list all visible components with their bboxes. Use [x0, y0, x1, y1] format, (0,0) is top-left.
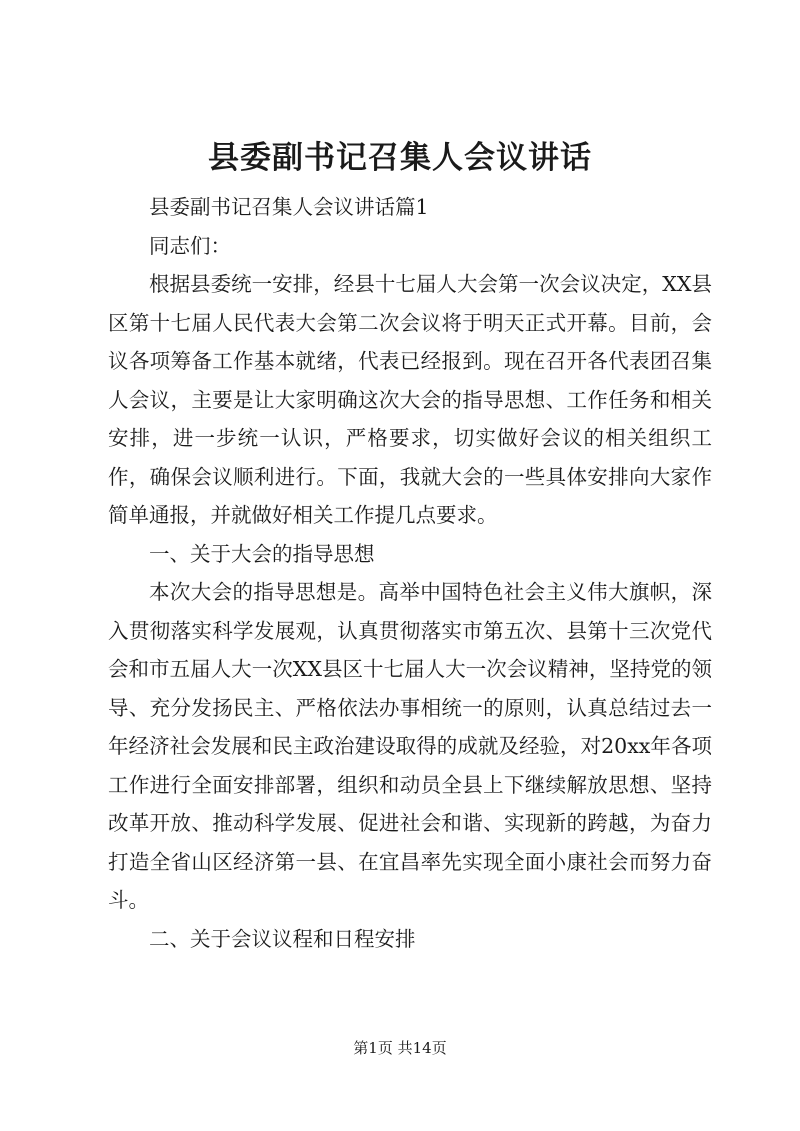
section-heading: 一、关于大会的指导思想 [149, 541, 375, 566]
document-title: 县委副书记召集人会议讲话 [208, 140, 592, 176]
document-body [108, 188, 712, 958]
salutation-paragraph: 同志们： [149, 233, 231, 258]
page-number-footer: 第1页 共14页 [353, 1039, 447, 1057]
body-paragraph: 根据县委统一安排，经县十七届人大会第一次会议决定，XX县区第十七届人民代表大会第二次会议将于明天正式开幕。目前，会议各项筹备工作基本就绪，代表已经报到。现在召开各代表团召集人会议，主要是让大家明确这次大会的指导思想、工作任务和相关安排，进一步统一认识，严格要求，切实做好会议的相关组织工作，确保会议顺利进行。下面，我就大会的一些具体安排向大家作简单通报，并就做好相关工作提几点要求。 [108, 272, 712, 527]
subtitle-paragraph: 县委副书记召集人会议讲话篇1 [149, 195, 429, 219]
body-paragraph: 本次大会的指导思想是。高举中国特色社会主义伟大旗帜，深入贯彻落实科学发展观，认真贯彻落实市第五次、县第十三次党代会和市五届人大一次XX县区十七届人大一次会议精神，坚持党的领导、充分发扬民主、严格依法办事相统一的原则，认真总结过去一年经济社会发展和民主政治建设取得的成就及经验，对20xx年各项工作进行全面安排部署，组织和动员全县上下继续解放思想、坚持改革开放、推动科学发展、促进社会和谐、实现新的跨越，为奋力打造全省山区经济第一县、在宜昌率先实现全面小康社会而努力奋斗。 [108, 580, 712, 912]
section-heading: 二、关于会议议程和日程安排 [149, 926, 416, 951]
